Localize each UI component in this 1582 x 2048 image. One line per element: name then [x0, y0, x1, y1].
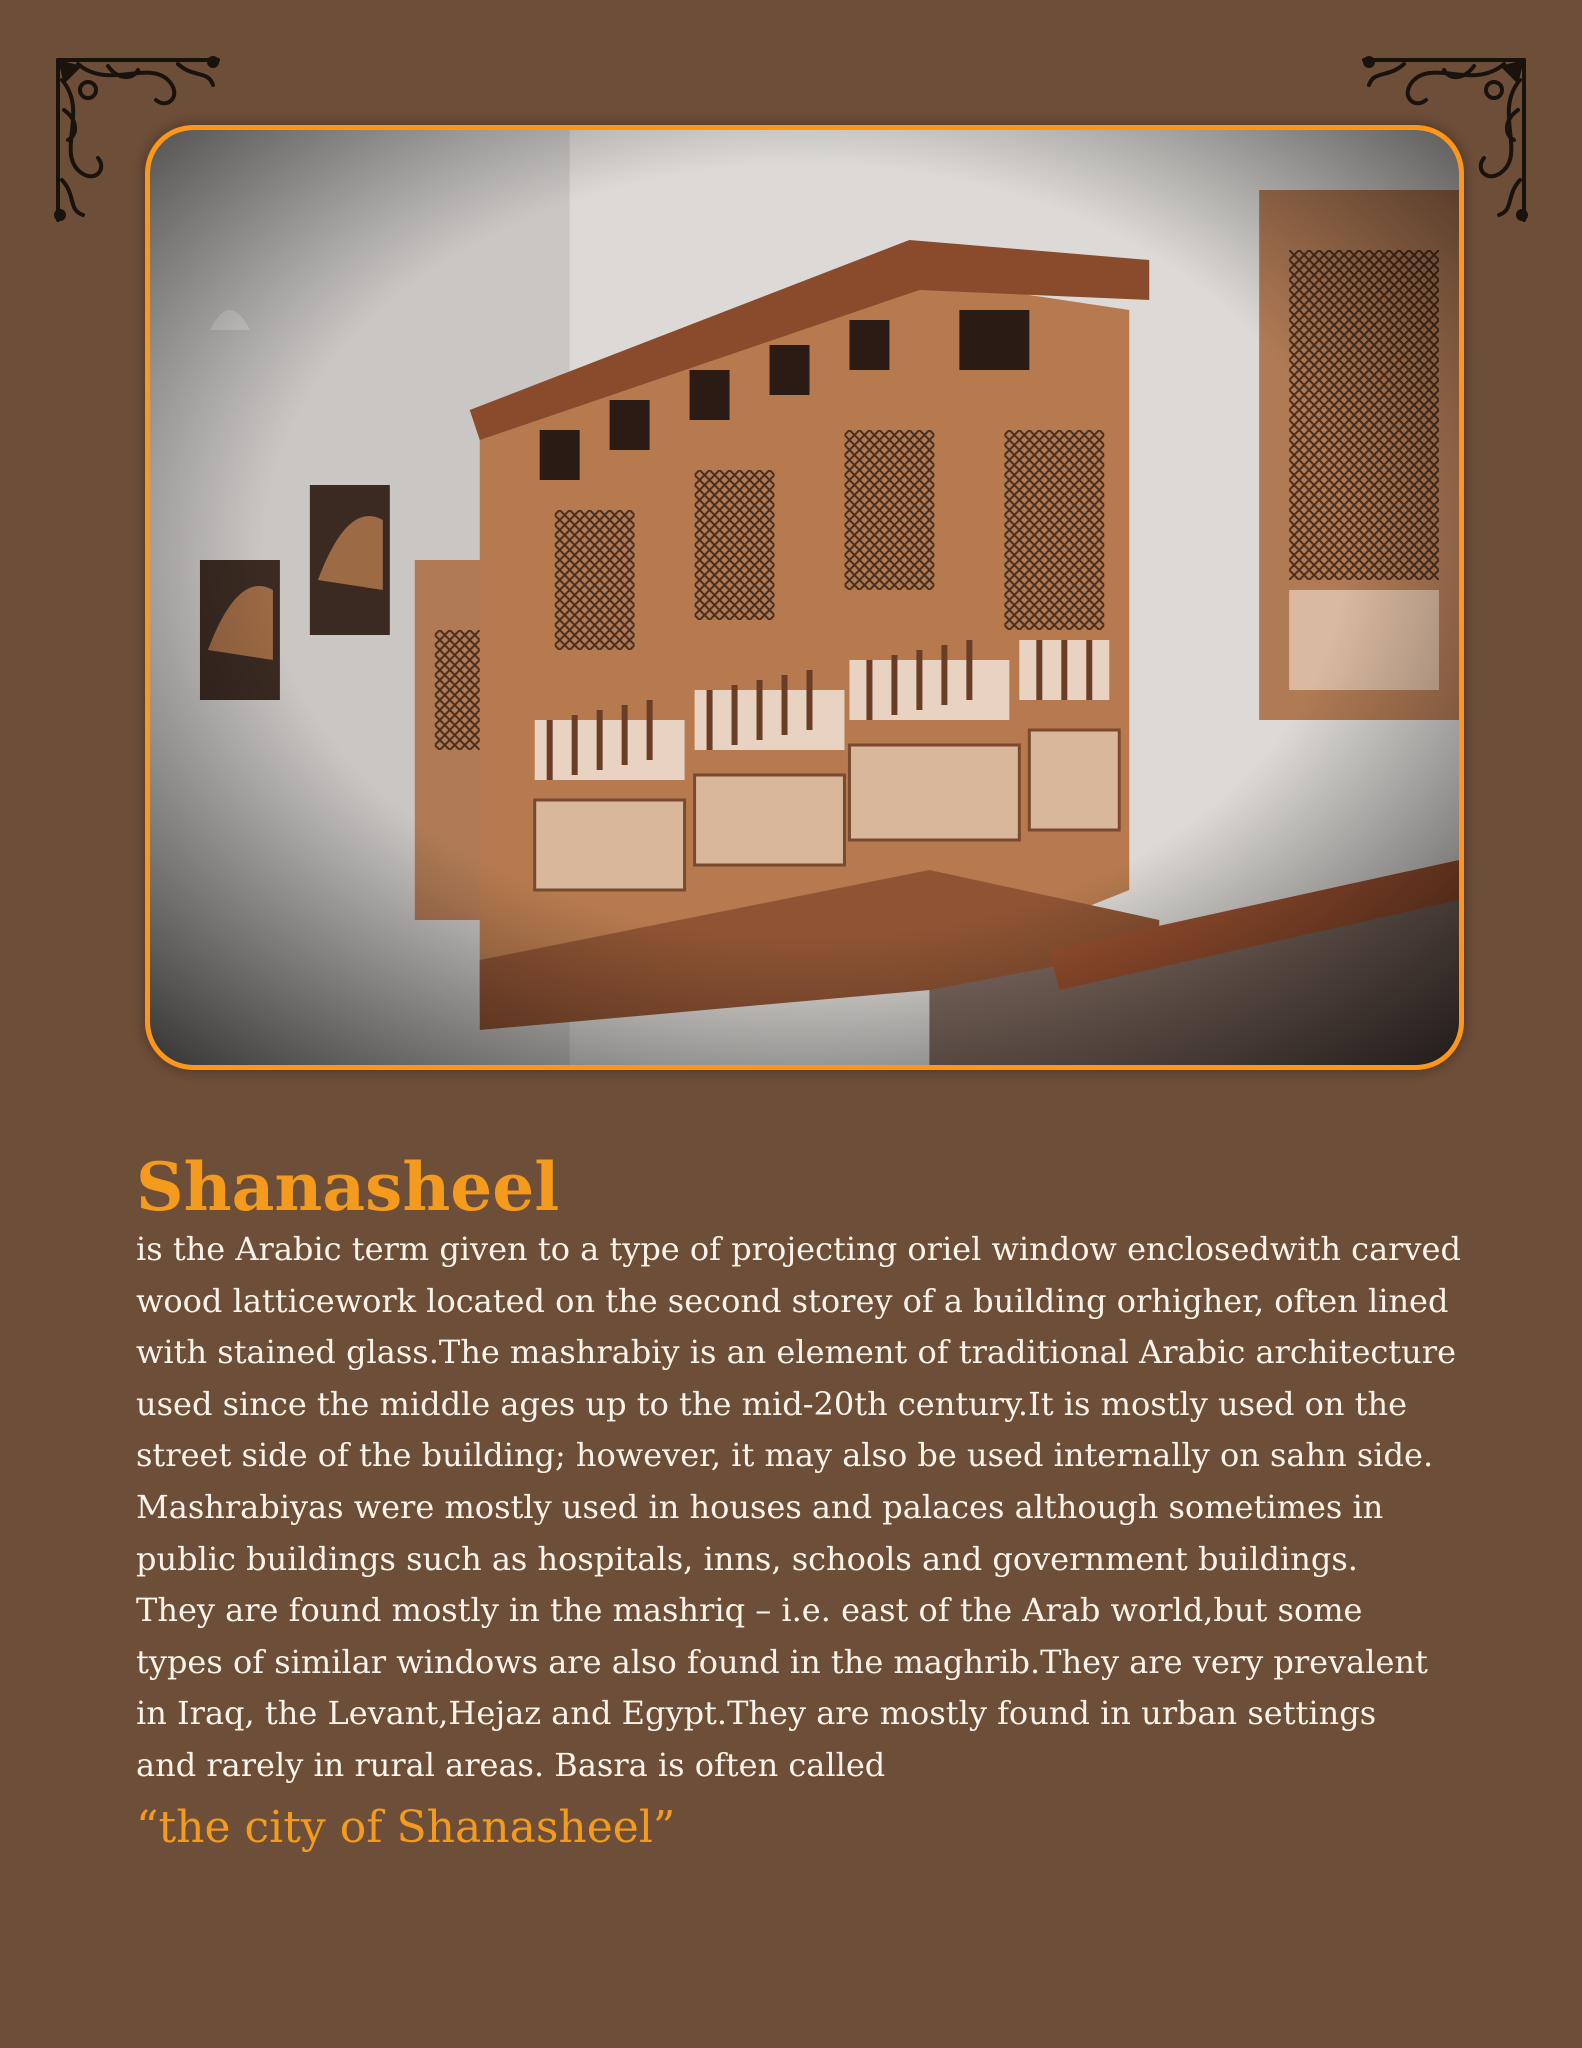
- body-line: and rarely in rural areas. Basra is often called: [136, 1745, 886, 1784]
- body-line: Mashrabiyas were mostly used in houses and palaces although sometimes in: [136, 1487, 1384, 1526]
- body-line: types of similar windows are also found in the maghrib.They are very prevalent: [136, 1642, 1428, 1681]
- body-line: in Iraq, the Levant,Hejaz and Egypt.They are mostly found in urban settings: [136, 1694, 1377, 1733]
- body-line: with stained glass.The mashrabiy is an element of traditional Arabic architecture: [136, 1333, 1456, 1372]
- page-title: Shanasheel: [136, 1148, 560, 1226]
- body-line: wood latticework located on the second storey of a building orhigher, often lined: [136, 1281, 1449, 1320]
- highlight-quote: “the city of Shanasheel”: [136, 1801, 676, 1853]
- body-line: used since the middle ages up to the mid-20th century.It is mostly used on the: [136, 1384, 1408, 1423]
- mashrabiya-photo: [145, 125, 1464, 1070]
- body-line: public buildings such as hospitals, inns, schools and government buildings.: [136, 1539, 1358, 1578]
- body-line: street side of the building; however, it may also be used internally on sahn side.: [136, 1436, 1434, 1475]
- article: [136, 1150, 1466, 1858]
- article-body: [136, 1224, 1466, 1792]
- body-line: They are found mostly in the mashriq – i.e. east of the Arab world,but some: [136, 1591, 1363, 1630]
- body-line: is the Arabic term given to a type of projecting oriel window enclosedwith carved: [136, 1230, 1461, 1268]
